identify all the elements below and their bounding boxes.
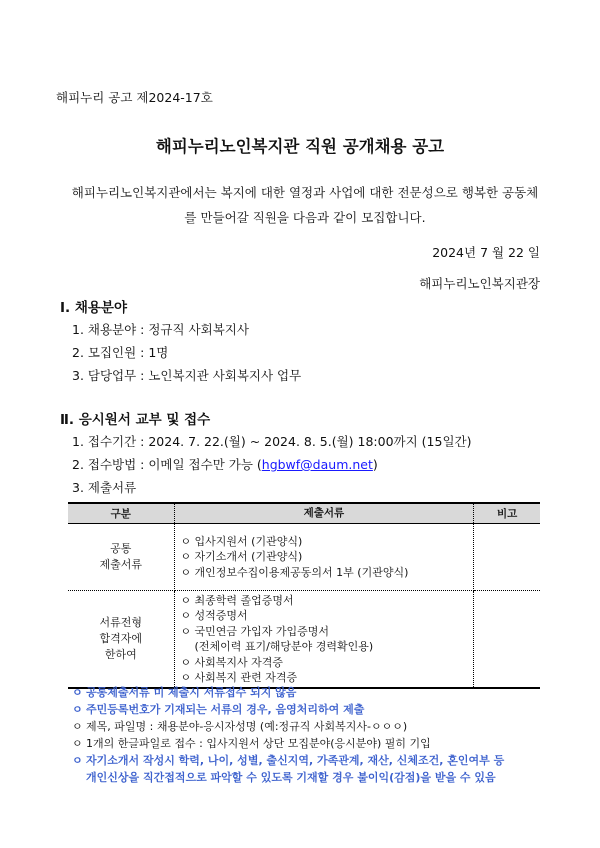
list-item: ㅇ 개인정보수집이용제공동의서 1부 (기관양식) [180,565,409,579]
section2-item-period: 1. 접수기간 : 2024. 7. 22.(월) ~ 2024. 8. 5.(월) 18:00까지 (15일간) [72,434,472,449]
row-note [474,524,540,591]
documents-table [68,502,540,689]
notes-list [72,684,504,786]
table-row [68,524,540,591]
list-item: ㅇ 주민등록번호가 기재되는 서류의 경우, 음영처리하여 제출 [72,703,365,716]
section2-heading: Ⅱ. 응시원서 교부 및 접수 [60,412,211,428]
table-row [68,591,540,689]
email-link[interactable]: hgbwf@daum.net [261,457,373,472]
method-text: 2. 접수방법 : 이메일 접수만 가능 ( [72,457,262,472]
circle-bullet-icon: ㅇ [72,686,83,699]
circle-bullet-icon: ㅇ [72,737,83,750]
header-documents: 제출서류 [174,503,474,524]
section2-item-docs: 3. 제출서류 [72,480,137,495]
circle-bullet-icon: ㅇ [180,565,192,579]
list-item: ㅇ 제목, 파일명 : 채용분야-응시자성명 (예:정규직 사회복지사-ㅇㅇㅇ) [72,720,408,733]
notice-number: 해피누리 공고 제2024-17호 [56,90,213,105]
section1-item-duty: 3. 담당업무 : 노인복지관 사회복지사 업무 [72,368,302,383]
list-item: ㅇ 자기소개서 작성시 학력, 나이, 성별, 출신지역, 가족관계, 재산, 신체조건, 혼인여부 등 [72,754,505,767]
header-note: 비고 [474,503,540,524]
row-documents [174,591,474,689]
row-category: 공통 제출서류 [68,524,174,591]
list-item: ㅇ 1개의 한글파일로 접수 : 입사지원서 상단 모집분야(응시분야) 필히 기입 [72,737,431,750]
list-item: ㅇ 입사지원서 (기관양식) [180,534,303,548]
intro-paragraph: 해피누리노인복지관에서는 복지에 대한 열정과 사업에 대한 전문성으로 행복한 공동체를 만들어갈 직원을 다음과 같이 모집합니다. [71,185,539,225]
section2-item-method [72,455,378,473]
page-title: 해피누리노인복지관 직원 공개채용 공고 [155,137,445,156]
notice-date: 2024년 7 월 22 일 [432,245,540,260]
circle-bullet-icon: ㅇ [180,534,192,548]
method-text-end: ) [372,457,378,472]
circle-bullet-icon: ㅇ [180,593,192,607]
list-item: ㅇ 성적증명서 [180,609,248,622]
row-documents [174,524,474,591]
issuer-name: 해피누리노인복지관장 [419,276,540,291]
circle-bullet-icon: ㅇ [180,655,192,669]
list-item: (전체이력 표기/해당분야 경력확인용) [194,640,374,653]
list-item: ㅇ 사회복지 관련 자격증 [180,671,298,684]
section1-item-field: 1. 채용분야 : 정규직 사회복지사 [72,322,249,337]
header-category: 구분 [68,503,174,524]
list-item: ㅇ 공통제출서류 미 제출시 서류접수 되지 않음 [72,686,297,699]
circle-bullet-icon: ㅇ [72,703,83,716]
list-item: ㅇ 최종학력 졸업증명서 [180,593,294,607]
list-item: ㅇ 국민연금 가입자 가입증명서 [180,624,330,638]
section1-item-count: 2. 모집인원 : 1명 [72,345,169,360]
circle-bullet-icon: ㅇ [180,550,192,564]
section1-heading: Ⅰ. 채용분야 [60,300,128,316]
table-header-row [68,503,540,524]
list-item: ㅇ 자기소개서 (기관양식) [180,550,303,564]
circle-bullet-icon: ㅇ [180,671,192,684]
list-item: 개인신상을 직간접적으로 파악할 수 있도록 기재할 경우 불이익(감점)을 받을 수 있음 [86,771,496,784]
circle-bullet-icon: ㅇ [180,624,192,638]
circle-bullet-icon: ㅇ [72,720,83,733]
row-note [474,591,540,689]
list-item: ㅇ 사회복지사 자격증 [180,655,284,669]
row-category: 서류전형 합격자에 한하여 [68,591,174,689]
circle-bullet-icon: ㅇ [72,754,83,767]
circle-bullet-icon: ㅇ [180,609,192,622]
